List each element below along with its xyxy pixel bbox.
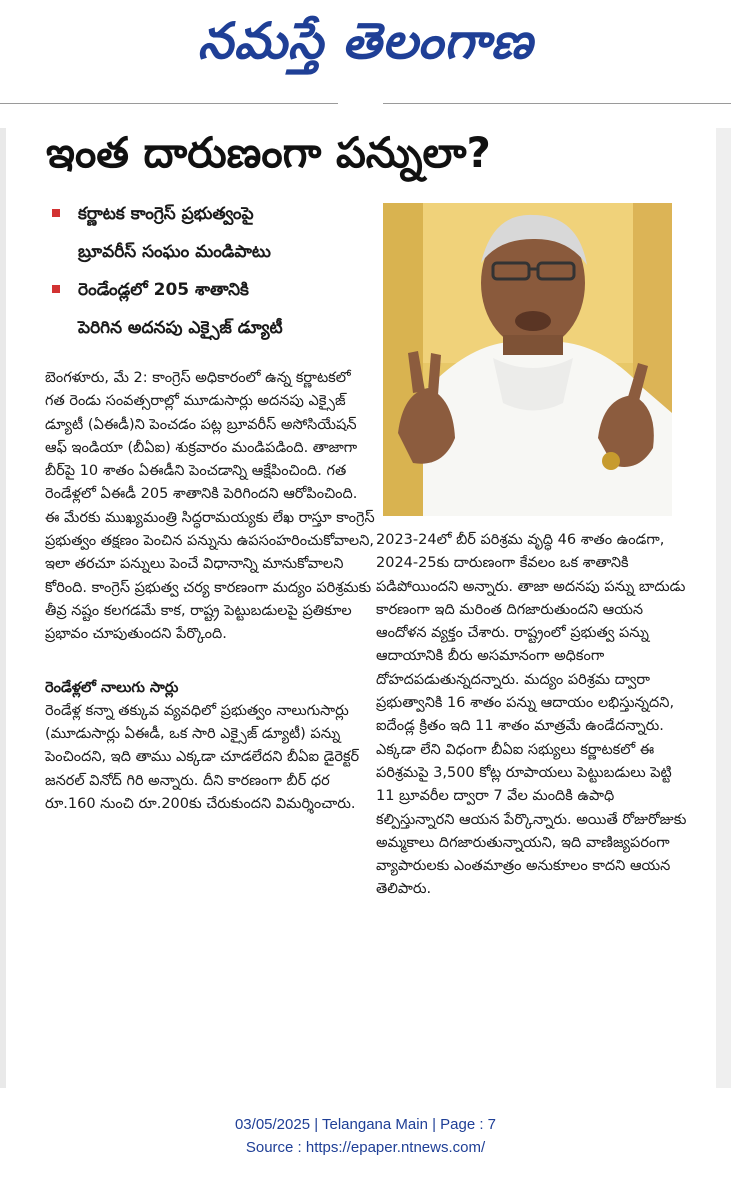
highlight-line: పెరిగిన అదనపు ఎక్సైజ్ డ్యూటీ bbox=[78, 318, 283, 338]
page-margin-left bbox=[0, 128, 6, 1088]
highlight-line: బ్రూవరీస్ సంఘం మండిపాటు bbox=[78, 242, 271, 262]
highlight-item bbox=[48, 195, 368, 271]
article-body-left bbox=[45, 367, 375, 816]
page-footer bbox=[0, 1113, 731, 1159]
article-body-right bbox=[376, 529, 688, 902]
article-paragraph: బెంగళూరు, మే 2: కాంగ్రెస్ అధికారంలో ఉన్న కర్ణాటకలో గత రెండు సంవత్సరాల్లో మూడుసార్లు అదనపు ఎక్సైజ్ డ్యూటీ (ఏఈడీ)ని పెంచడం పట్ల బ్రూవరీస్ అసోసియేషన్ ఆఫ్ ఇండియా (బీఏఐ) శుక్రవారం మండిపడింది. తాజాగా బీర్‌పై 10 శాతం ఏఈడీని పెంచడాన్ని ఆక్షేపించింది. గత రెండేళ్లలో ఏఈడీ 205 శాతానికి పెరిగిందని ఆరోపించింది. ఈ మేరకు ముఖ్యమంత్రి సిద్ధరామయ్యకు లేఖ రాస్తూ కాంగ్రెస్ ప్రభుత్వం తక్షణం పెంచిన పన్నును ఉపసంహరించుకోవాలని, ఇలా తరచూ పన్నులు పెంచే విధానాన్ని మానుకోవాలని కోరింది. కాంగ్రెస్ ప్రభుత్వ చర్య కారణంగా మద్యం పరిశ్రమకు తీవ్ర నష్టం కలగడమే కాక, రాష్ట్ర పెట్టుబడులపై ప్రతికూల ప్రభావం చూపుతుందని పేర్కొంది. bbox=[45, 370, 375, 643]
article-highlights bbox=[48, 195, 368, 347]
article-subhead: రెండేళ్లలో నాలుగు సార్లు bbox=[45, 679, 179, 696]
article-headline: ఇంత దారుణంగా పన్నులా? bbox=[46, 128, 491, 177]
page-margin-right bbox=[716, 128, 731, 1088]
footer-edition-info: 03/05/2025 | Telangana Main | Page : 7 bbox=[234, 1116, 497, 1133]
masthead-divider-right bbox=[383, 103, 731, 104]
masthead bbox=[0, 0, 731, 100]
bullet-square-icon bbox=[52, 209, 60, 217]
masthead-logo: నమస్తే తెలంగాణ bbox=[197, 12, 534, 70]
masthead-divider-left bbox=[0, 103, 338, 104]
article-paragraph: 2023-24లో బీర్ పరిశ్రమ వృద్ధి 46 శాతం ఉండగా, 2024-25కు దారుణంగా కేవలం ఒక శాతానికి పడిపోయిందని అన్నారు. తాజా అదనపు పన్ను బాదుడు కారణంగా ఇది మరింత దిగజారుతుందని ఆయన ఆందోళన వ్యక్తం చేశారు. రాష్ట్రంలో ప్రభుత్వ పన్ను ఆదాయానికి బీరు అసమానంగా అధికంగా దోహదపడుతున్నదన్నారు. మద్యం పరిశ్రమ ద్వారా ప్రభుత్వానికి 16 శాతం పన్ను ఆదాయం లభిస్తున్నదని, ఐదేండ్ల క్రితం ఇది 11 శాతం మాత్రమే ఉండేదన్నారు. ఎక్కడా లేని విధంగా బీఏఐ సభ్యులు కర్ణాటకలో ఈ పరిశ్రమపై 3,500 కోట్ల రూపాయలు పెట్టుబడులు పెట్టి 11 బ్రూవరీల ద్వారా 7 వేల మందికి ఉపాధి కల్పిస్తున్నారని ఆయన పేర్కొన్నారు. అయితే రోజురోజుకు అమ్మకాలు దిగజారుతున్నాయని, ఇది వాణిజ్యపరంగా వ్యాపారులకు ఎంతమాత్రం అనుకూలం కాదని ఆయన తెలిపారు. bbox=[376, 532, 687, 898]
news-photo bbox=[383, 203, 672, 516]
article-paragraph: రెండేళ్ల కన్నా తక్కువ వ్యవధిలో ప్రభుత్వం నాలుగుసార్లు (మూడుసార్లు ఏఈడీ, ఒక సారి ఎక్సైజ్ డ్యూటీ) పన్ను పెంచిందని, ఇది తాము ఎక్కడా చూడలేదని బీఏఐ డైరెక్టర్ జనరల్ వినోద్ గిరి అన్నారు. దీని కారణంగా బీర్ ధర రూ.160 నుంచి రూ.200కు చేరుకుందని విమర్శించారు. bbox=[45, 702, 360, 813]
bullet-square-icon bbox=[52, 285, 60, 293]
highlight-line: రెండేండ్లలో 205 శాతానికి bbox=[78, 280, 249, 300]
highlight-line: కర్ణాటక కాంగ్రెస్ ప్రభుత్వంపై bbox=[78, 204, 254, 224]
footer-source: Source : https://epaper.ntnews.com/ bbox=[245, 1139, 486, 1156]
highlight-item bbox=[48, 271, 368, 347]
